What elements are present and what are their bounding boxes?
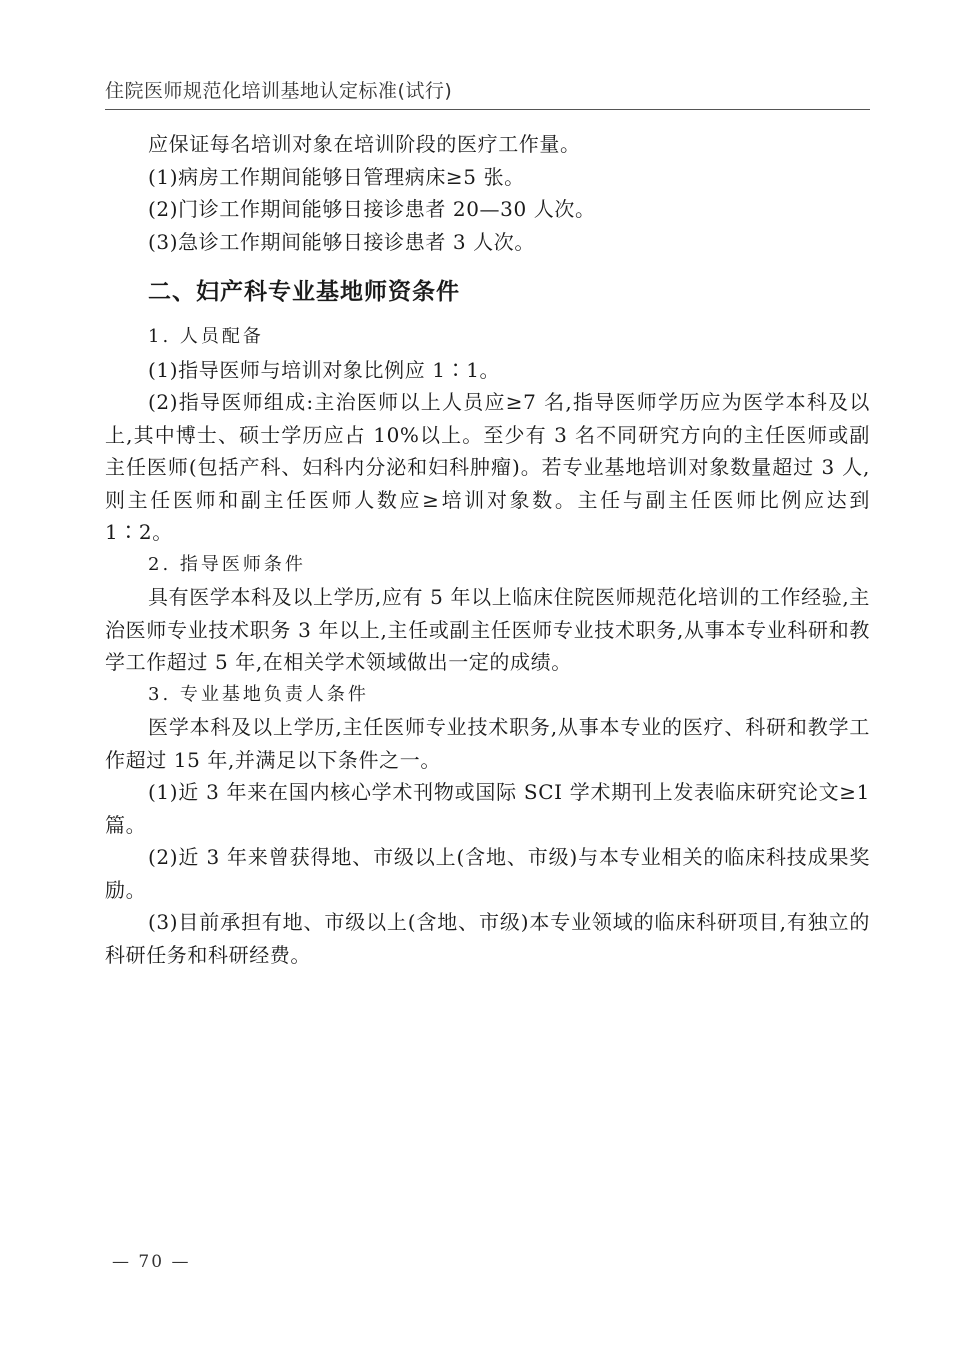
paragraph-condition-award: (2)近 3 年来曾获得地、市级以上(含地、市级)与本专业相关的临床科技成果奖励。 — [105, 845, 870, 902]
paragraph-composition: (2)指导医师组成:主治医师以上人员应≥7 名,指导医师学历应为医学本科及以上,其中博士、硕士学历应占 10%以上。至少有 3 名不同研究方向的主任医师或副主任医师(包括产科、妇科内分泌和妇科肿瘤)。若专业基地培训对象数量超过 3 人,则主任医师和副主任医师人数应≥培训对象数。主任与副主任医师比例应达到 1∶2。 — [105, 390, 870, 544]
paragraph-intro: 应保证每名培训对象在培训阶段的医疗工作量。 — [148, 132, 581, 156]
paragraph-director-requirements: 医学本科及以上学历,主任医师专业技术职务,从事本专业的医疗、科研和教学工作超过 15 年,并满足以下条件之一。 — [105, 715, 870, 772]
paragraph-ratio: (1)指导医师与培训对象比例应 1∶1。 — [148, 357, 501, 382]
paragraph-ward: (1)病房工作期间能够日管理病床≥5 张。 — [148, 164, 525, 189]
subsection-heading-staffing: 1. 人员配备 — [148, 326, 264, 347]
document-body — [105, 128, 870, 971]
section-heading: 二、妇产科专业基地师资条件 — [148, 279, 460, 305]
page-number: — 70 — — [112, 1252, 191, 1272]
header-rule — [105, 109, 870, 110]
paragraph-clinic: (2)门诊工作期间能够日接诊患者 20—30 人次。 — [148, 197, 596, 221]
paragraph-instructor-requirements: 具有医学本科及以上学历,应有 5 年以上临床住院医师规范化培训的工作经验,主治医师专业技术职务 3 年以上,主任或副主任医师专业技术职务,从事本专业科研和教学工作超过 5 年,在相关学术领域做出一定的成绩。 — [105, 585, 870, 674]
paragraph-condition-publication: (1)近 3 年来在国内核心学术刊物或国际 SCI 学术期刊上发表临床研究论文≥1 篇。 — [105, 780, 870, 837]
paragraph-condition-project: (3)目前承担有地、市级以上(含地、市级)本专业领域的临床科研项目,有独立的科研任务和科研经费。 — [105, 910, 870, 967]
subsection-heading-director: 3. 专业基地负责人条件 — [148, 683, 369, 705]
running-header: 住院医师规范化培训基地认定标准(试行) — [105, 80, 453, 102]
subsection-heading-instructor: 2. 指导医师条件 — [148, 553, 306, 575]
paragraph-emergency: (3)急诊工作期间能够日接诊患者 3 人次。 — [148, 229, 535, 254]
